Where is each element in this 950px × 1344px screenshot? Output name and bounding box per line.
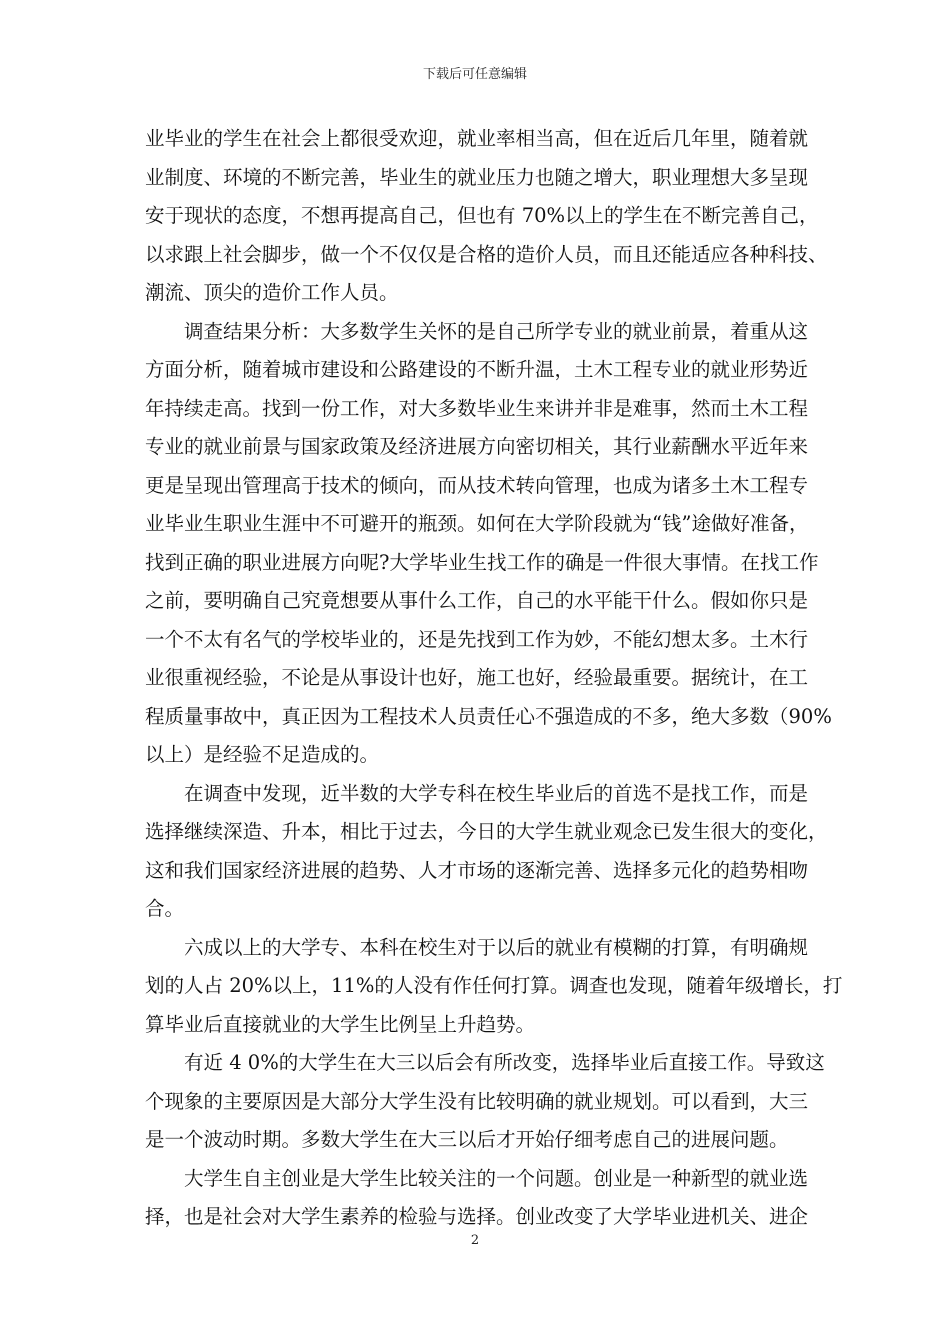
paragraph-first-line: 在调查中发现，近半数的大学专科在校生毕业后的首选不是找工作，而是: [184, 781, 809, 805]
paragraph-first-line: 有近 4 0%的大学生在大三以后会有所改变，选择毕业后直接工作。导致这: [184, 1051, 825, 1074]
paragraph-first-line: 大学生自主创业是大学生比较关注的一个问题。创业是一种新型的就业选: [184, 1166, 809, 1190]
text-line: 找到正确的职业进展方向呢?大学毕业生找工作的确是一件很大事情。在找工作: [145, 550, 819, 574]
text-line: 择，也是社会对大学生素养的检验与选择。创业改变了大学毕业进机关、进企: [145, 1205, 809, 1228]
text-line: 算毕业后直接就业的大学生比例呈上升趋势。: [145, 1012, 536, 1036]
text-line: 方面分析，随着城市建设和公路建设的不断升温，土木工程专业的就业形势近: [145, 358, 809, 381]
text-line: 业毕业生职业生涯中不可避开的瓶颈。如何在大学阶段就为“钱”途做好准备，: [145, 512, 809, 535]
text-line: 程质量事故中，真正因为工程技术人员责任心不强造成的不多，绝大多数（90%: [145, 704, 832, 728]
text-line: 年持续走高。找到一份工作，对大多数毕业生来讲并非是难事，然而土木工程: [145, 396, 809, 420]
text-line: 业很重视经验，不论是从事设计也好，施工也好，经验最重要。据统计，在工: [145, 666, 809, 689]
text-line: 这和我们国家经济进展的趋势、人才市场的逐渐完善、选择多元化的趋势相吻: [145, 858, 809, 882]
text-line: 业制度、环境的不断完善，毕业生的就业压力也随之增大，职业理想大多呈现: [145, 165, 809, 189]
text-line: 更是呈现出管理高于技术的倾向，而从技术转向管理，也成为诸多土木工程专: [145, 473, 809, 497]
text-line: 划的人占 20%以上，11%的人没有作任何打算。调查也发现，随着年级增长，打: [145, 974, 843, 997]
text-line: 以上）是经验不足造成的。: [145, 743, 380, 766]
text-line: 潮流、顶尖的造价工作人员。: [145, 281, 399, 304]
paragraph-first-line: 六成以上的大学专、本科在校生对于以后的就业有模糊的打算，有明确规: [184, 935, 809, 959]
text-line: 个现象的主要原因是大部分大学生没有比较明确的就业规划。可以看到，大三: [145, 1089, 809, 1113]
text-line: 一个不太有名气的学校毕业的，还是先找到工作为妙，不能幻想太多。土木行: [145, 627, 809, 651]
text-line: 安于现状的态度，不想再提高自己，但也有 70%以上的学生在不断完善自己，: [145, 204, 819, 227]
page-header: 下载后可任意编辑: [422, 67, 527, 82]
page-number: 2: [470, 1233, 480, 1248]
text-line: 是一个波动时期。多数大学生在大三以后才开始仔细考虑自己的进展问题。: [145, 1128, 789, 1151]
text-line: 专业的就业前景与国家政策及经济进展方向密切相关，其行业薪酬水平近年来: [145, 435, 809, 458]
text-line: 合。: [145, 897, 185, 920]
text-line: 之前，要明确自己究竟想要从事什么工作，自己的水平能干什么。假如你只是: [145, 589, 809, 612]
text-line: 业毕业的学生在社会上都很受欢迎，就业率相当高，但在近后几年里，随着就: [145, 127, 809, 150]
text-line: 选择继续深造、升本，相比于过去，今日的大学生就业观念已发生很大的变化，: [145, 820, 828, 843]
document-body: [145, 120, 843, 1237]
paragraph-first-line: 调查结果分析：大多数学生关怀的是自己所学专业的就业前景，着重从这: [184, 319, 809, 343]
text-line: 以求跟上社会脚步，做一个不仅仅是合格的造价人员，而且还能适应各种科技、: [145, 242, 828, 266]
